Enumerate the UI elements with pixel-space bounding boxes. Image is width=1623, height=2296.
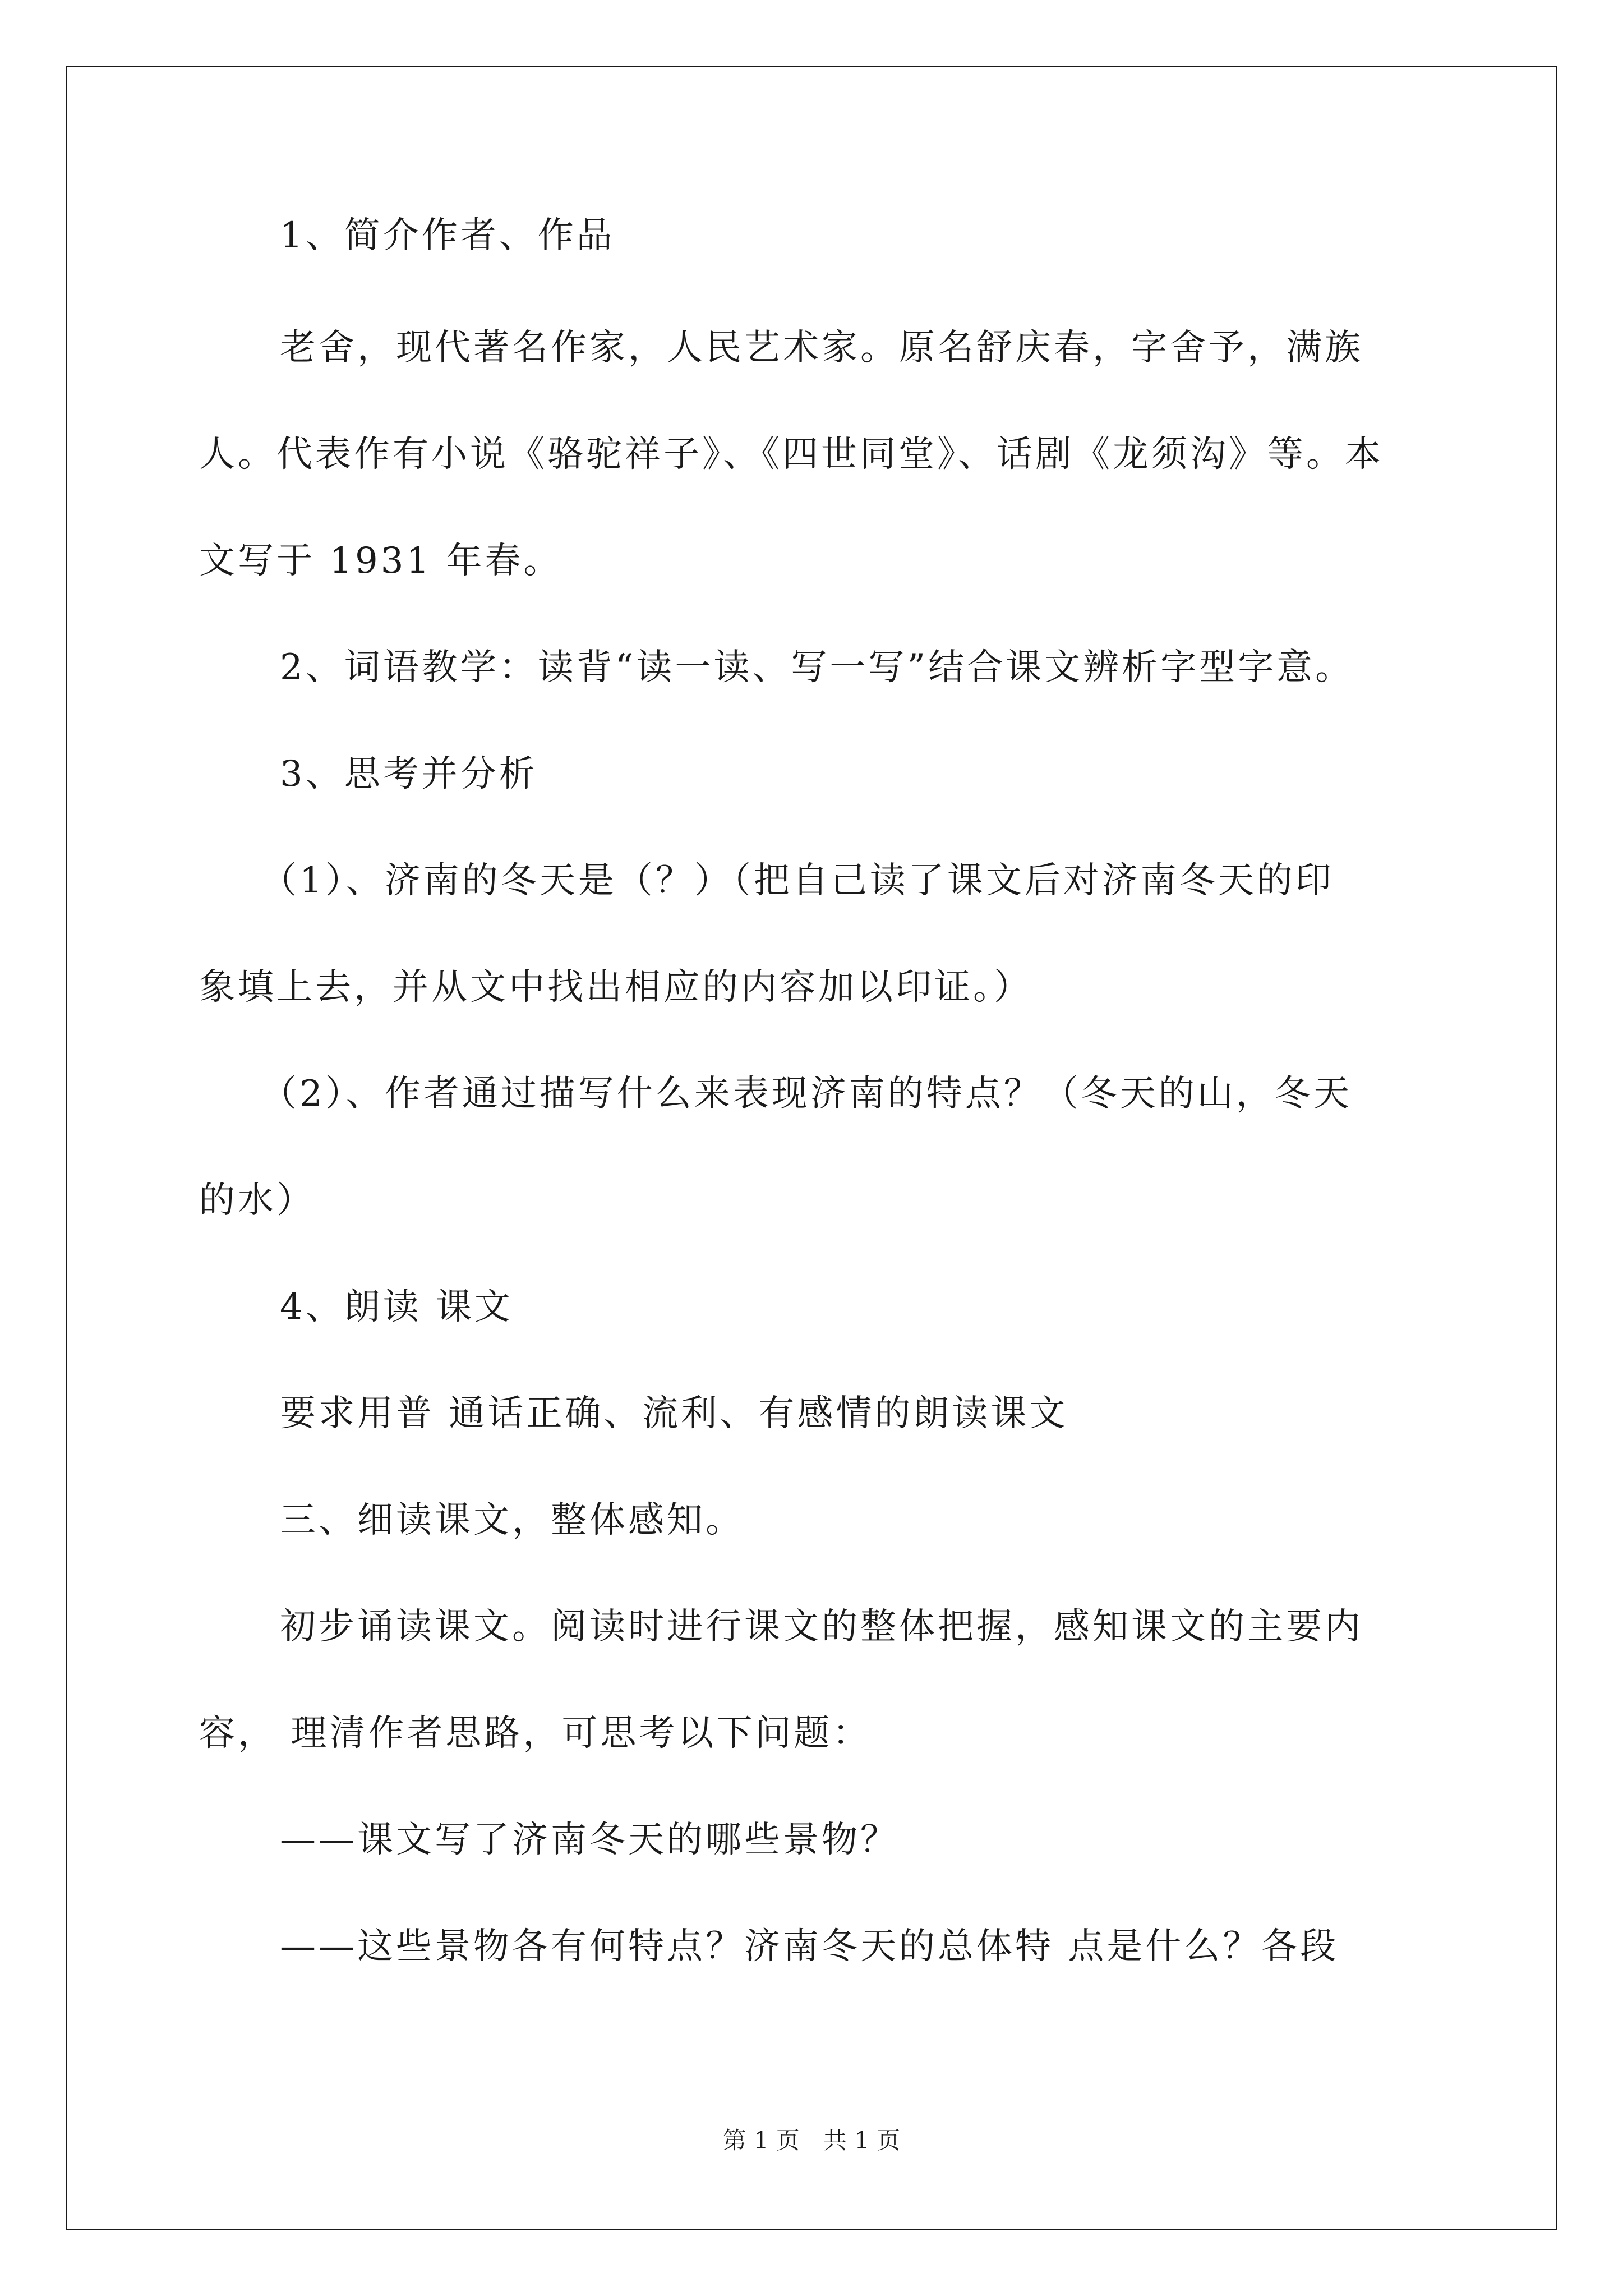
page-footer: 第 1 页 共 1 页	[722, 2127, 901, 2154]
question-2: （2）、作者通过描写什么来表现济南的特点？（冬天的山，冬天	[261, 1073, 1352, 1115]
paragraph-initial-reading: 初步诵读课文。阅读时进行课文的整体把握，感知课文的主要内	[280, 1606, 1363, 1648]
heading-think-analyze: 3、思考并分析	[280, 753, 538, 795]
heading-read-aloud: 4、朗读 课文	[280, 1286, 514, 1328]
paragraph-laoshe-bio: 老舍，现代著名作家，人民艺术家。原名舒庆春，字舍予，满族	[280, 327, 1363, 369]
question-scenery: ——课文写了济南冬天的哪些景物？	[280, 1819, 899, 1861]
page-border	[66, 66, 1557, 2230]
paragraph-laoshe-bio-end: 文写于 1931 年春。	[199, 540, 562, 582]
heading-vocabulary: 2、词语教学：读背“读一读、写一写”结合课文辨析字型字意。	[280, 647, 1354, 688]
heading-close-reading: 三、细读课文，整体感知。	[280, 1499, 744, 1541]
question-2-cont: 的水）	[199, 1180, 315, 1221]
paragraph-laoshe-bio-cont: 人。代表作有小说《骆驼祥子》、《四世同堂》、话剧《龙须沟》等。本	[199, 434, 1384, 475]
question-1-cont: 象填上去，并从文中找出相应的内容加以印证。）	[199, 967, 1032, 1008]
heading-author-intro: 1、简介作者、作品	[280, 215, 615, 256]
question-1: （1）、济南的冬天是（？）（把自己读了课文后对济南冬天的印	[261, 860, 1334, 901]
paragraph-initial-reading-cont: 容， 理清作者思路，可思考以下问题：	[199, 1713, 872, 1754]
question-features: ——这些景物各有何特点？济南冬天的总体特 点是什么？各段	[280, 1926, 1339, 1967]
paragraph-read-requirement: 要求用普 通话正确、流利、有感情的朗读课文	[280, 1393, 1068, 1434]
